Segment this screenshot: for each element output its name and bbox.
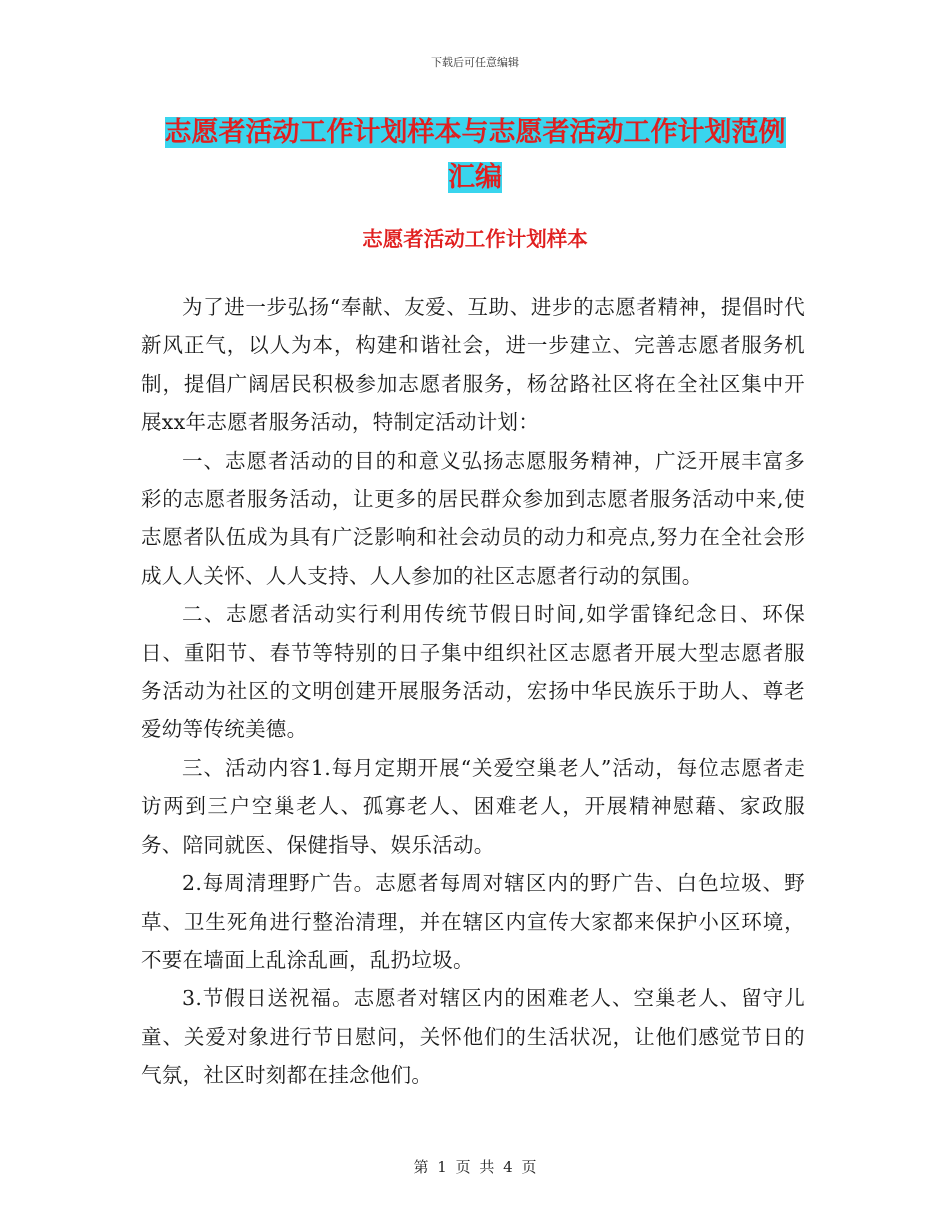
header-note: 下载后可任意编辑	[431, 56, 519, 69]
paragraph: 三、活动内容1.每月定期开展“关爱空巢老人”活动，每位志愿者走访两到三户空巢老人、孤寡老人、困难老人，开展精神慰藉、家政服务、陪同就医、保健指导、娱乐活动。	[141, 755, 805, 857]
document-body	[141, 288, 805, 1095]
section-title: 志愿者活动工作计划样本	[362, 227, 588, 251]
paragraph: 一、志愿者活动的目的和意义弘扬志愿服务精神，广泛开展丰富多彩的志愿者服务活动，让更多的居民群众参加到志愿者服务活动中来,使志愿者队伍成为具有广泛影响和社会动员的动力和亮点,努力在全社会形成人人关怀、人人支持、人人参加的社区志愿者行动的氛围。	[141, 448, 805, 588]
paragraph: 2.每周清理野广告。志愿者每周对辖区内的野广告、白色垃圾、野草、卫生死角进行整治清理，并在辖区内宣传大家都来保护小区环境，不要在墙面上乱涂乱画，乱扔垃圾。	[141, 871, 805, 972]
document-title-line2: 汇编	[448, 162, 502, 193]
paragraph: 二、志愿者活动实行利用传统节假日时间,如学雷锋纪念日、环保日、重阳节、春节等特别的日子集中组织社区志愿者开展大型志愿者服务活动为社区的文明创建开展服务活动，宏扬中华民族乐于助人、尊老爱幼等传统美德。	[141, 602, 805, 742]
document-title	[140, 110, 810, 200]
page-number-footer: 第 1 页 共 4 页	[413, 1158, 537, 1176]
paragraph: 3.节假日送祝福。志愿者对辖区内的困难老人、空巢老人、留守儿童、关爱对象进行节日慰问，关怀他们的生活状况，让他们感觉节日的气氛，社区时刻都在挂念他们。	[141, 986, 805, 1088]
document-title-line1: 志愿者活动工作计划样本与志愿者活动工作计划范例	[164, 117, 786, 148]
paragraph: 为了进一步弘扬“奉献、友爱、互助、进步的志愿者精神，提倡时代新风正气，以人为本，构建和谐社会，进一步建立、完善志愿者服务机制，提倡广阔居民积极参加志愿者服务，杨岔路社区将在全社区集中开展xx年志愿者服务活动，特制定活动计划：	[141, 295, 805, 435]
